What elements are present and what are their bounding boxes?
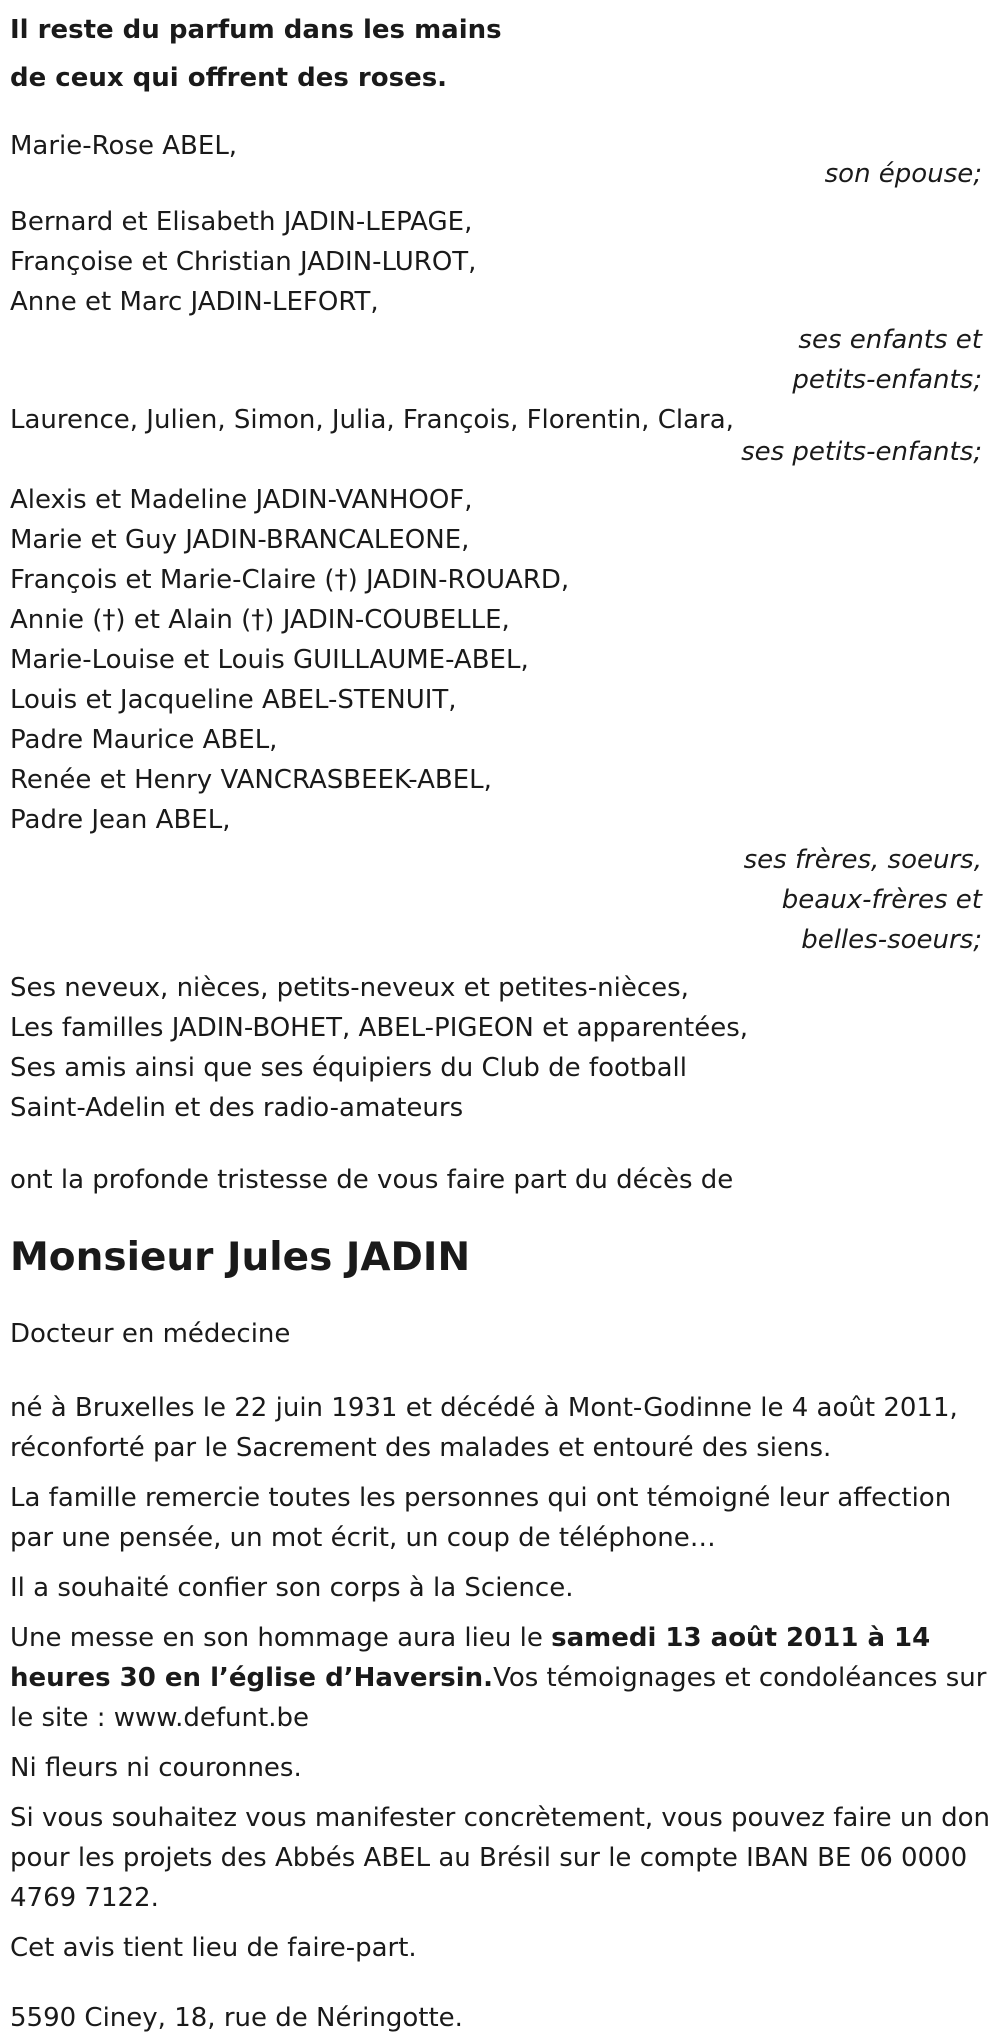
mass-paragraph [10,1618,990,1738]
siblings-role-line-1: ses frères, soeurs, [743,845,982,875]
sibling-name: Padre Jean ABEL, [10,805,231,835]
donation-paragraph: Si vous souhaitez vous manifester concrètement, vous pouvez faire un don pour les projets des Abbés ABEL au Brésil sur le compte IBAN BE 06 0000 4769 7122. [10,1803,991,1913]
sibling-name: Louis et Jacqueline ABEL-STENUIT, [10,685,457,715]
science-paragraph: Il a souhaité confier son corps à la Science. [10,1573,574,1603]
epigraph-line-1: Il reste du parfum dans les mains [10,15,502,45]
sibling-name: Annie (†) et Alain (†) JADIN-COUBELLE, [10,605,510,635]
sibling-name: Padre Maurice ABEL, [10,725,278,755]
siblings-section [10,480,990,960]
no-flowers-paragraph: Ni fleurs ni couronnes. [10,1753,302,1783]
spouse-section [10,126,990,194]
sibling-name: Alexis et Madeline JADIN-VANHOOF, [10,485,473,515]
sibling-name: Renée et Henry VANCRASBEEK-ABEL, [10,765,492,795]
child-name: Bernard et Elisabeth JADIN-LEPAGE, [10,207,473,237]
others-line: Les familles JADIN-BOHET, ABEL-PIGEON et apparentées, [10,1013,749,1043]
announcement: ont la profonde tristesse de vous faire part du décès de [10,1165,734,1195]
notice-paragraph: Cet avis tient lieu de faire-part. [10,1933,417,1963]
child-name: Françoise et Christian JADIN-LUROT, [10,247,477,277]
mass-after: Vos témoignages et condoléances sur le site : www.defunt.be [10,1663,987,1733]
children-role-line-1: ses enfants et [798,325,982,355]
children-role-line-2: petits-enfants; [792,365,982,395]
others-line: Ses neveux, nièces, petits-neveux et petites-nièces, [10,973,689,1003]
deceased-title: Docteur en médecine [10,1319,291,1349]
sibling-name: François et Marie-Claire (†) JADIN-ROUARD, [10,565,570,595]
deceased-name: Monsieur Jules JADIN [10,1235,471,1280]
epigraph [10,6,990,102]
spouse-name: Marie-Rose ABEL, [10,131,238,161]
mass-intro: Une messe en son hommage aura lieu le [10,1623,552,1653]
grandchildren-section [10,400,990,472]
others-section [10,968,990,1128]
others-line: Saint-Adelin et des radio-amateurs [10,1093,464,1123]
epigraph-line-2: de ceux qui offrent des roses. [10,63,448,93]
sibling-name: Marie-Louise et Louis GUILLAUME-ABEL, [10,645,529,675]
birth-death-paragraph: né à Bruxelles le 22 juin 1931 et décédé à Mont-Godinne le 4 août 2011, réconforté par le Sacrement des malades et entouré des siens. [10,1393,958,1463]
mass-date-place: samedi 13 août 2011 à 14 heures 30 en l’église d’Haversin. [10,1623,931,1693]
children-section [10,202,990,400]
spouse-role: son épouse; [824,159,982,189]
child-name: Anne et Marc JADIN-LEFORT, [10,287,379,317]
grandchildren-names: Laurence, Julien, Simon, Julia, François, Florentin, Clara, [10,405,734,435]
siblings-role-line-2: beaux-frères et [781,885,982,915]
grandchildren-role: ses petits-enfants; [741,437,982,467]
address: 5590 Ciney, 18, rue de Néringotte. [10,2003,463,2033]
sibling-name: Marie et Guy JADIN-BRANCALEONE, [10,525,470,555]
others-line: Ses amis ainsi que ses équipiers du Club de football [10,1053,687,1083]
thanks-paragraph: La famille remercie toutes les personnes qui ont témoigné leur affection par une pensée, un mot écrit, un coup de téléphone… [10,1483,952,1553]
siblings-role-line-3: belles-soeurs; [801,925,982,955]
